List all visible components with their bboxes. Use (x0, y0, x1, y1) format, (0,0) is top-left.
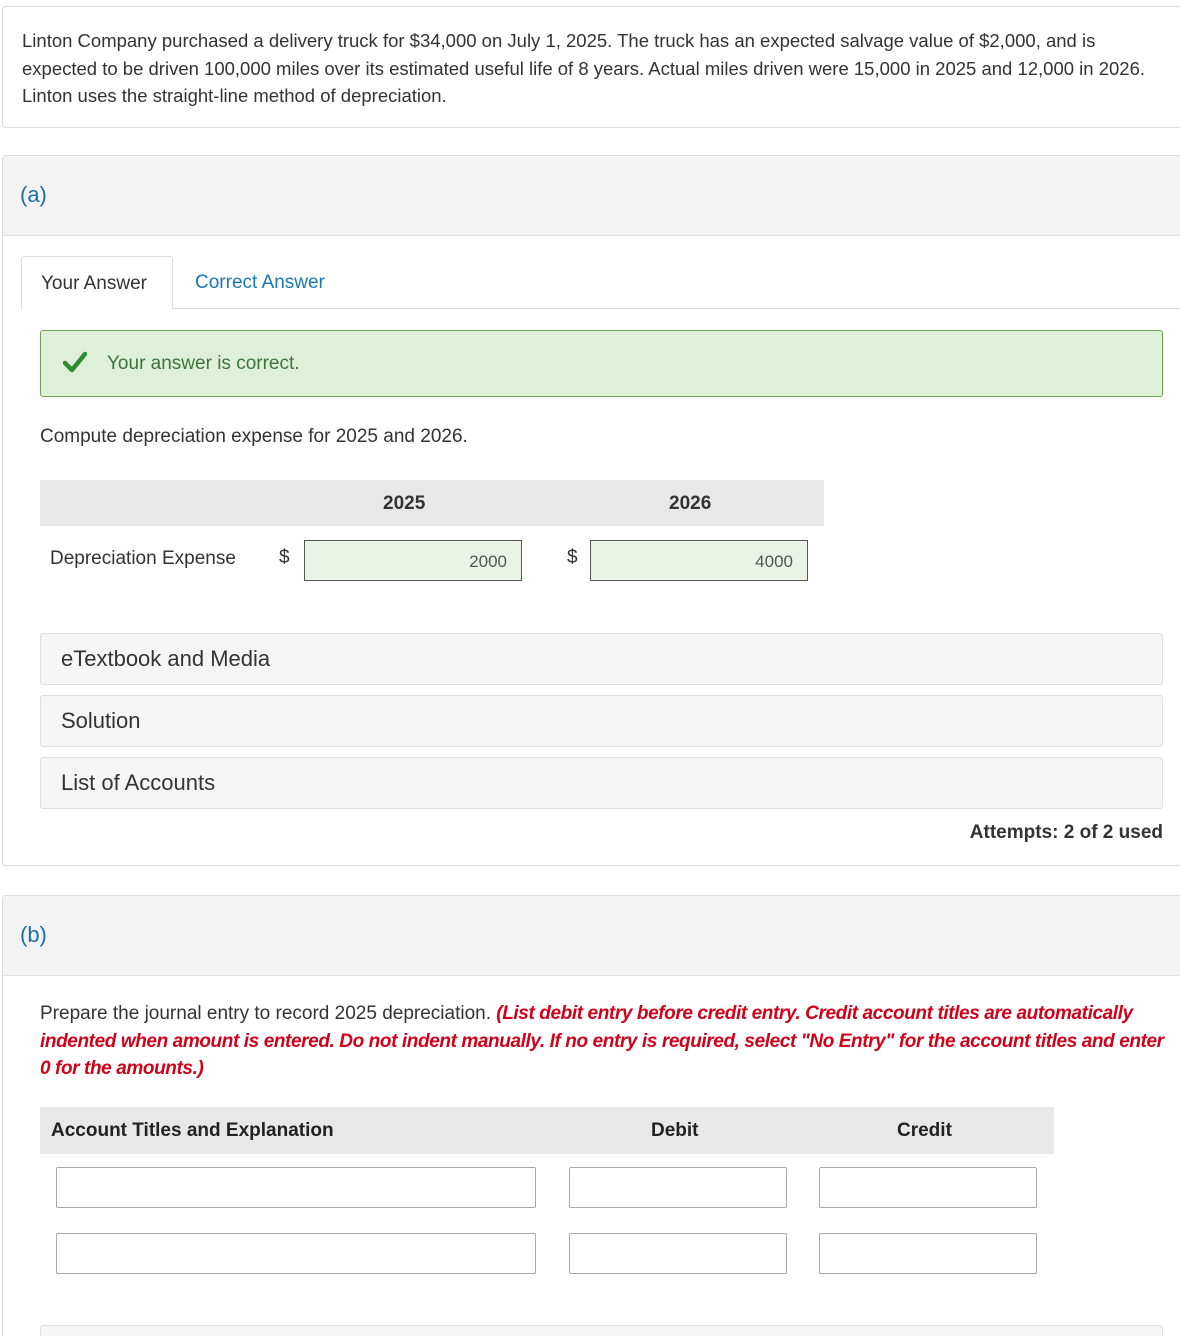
currency-symbol: $ (567, 547, 578, 568)
problem-statement-card (2, 6, 1180, 128)
success-message: Your answer is correct. (107, 353, 300, 374)
part-b-instruction-note: (List debit entry before credit entry. Credit account titles are automatically indented when amount is entered. Do not indent manually. If no entry is required, select "No Entry" for the account titles and enter 0 for the amounts.) (40, 1003, 1164, 1079)
part-a-header (3, 156, 1180, 236)
attempts-counter: Attempts: 2 of 2 used (969, 822, 1163, 843)
part-b-label: (b) (20, 922, 47, 947)
success-banner (40, 330, 1163, 397)
journal-row-2-credit-input[interactable] (819, 1233, 1037, 1274)
column-header-2026: 2026 (669, 493, 712, 514)
journal-row-1-account-input[interactable] (56, 1167, 536, 1208)
answer-tabs (21, 256, 1180, 309)
accordion-solution[interactable]: Solution (40, 695, 1163, 747)
part-a-instruction: Compute depreciation expense for 2025 and 2026. (40, 426, 468, 447)
part-b-instruction-text: Prepare the journal entry to record 2025 depreciation. (40, 1003, 497, 1024)
column-header-2025: 2025 (383, 493, 426, 514)
journal-row-2-debit-input[interactable] (569, 1233, 787, 1274)
journal-row-2-account-input[interactable] (56, 1233, 536, 1274)
tab-correct-answer[interactable]: Correct Answer (195, 272, 325, 293)
problem-text: Linton Company purchased a delivery truck for $34,000 on July 1, 2025. The truck has an expected salvage value of $2,000, and is expected to be driven 100,000 miles over its estimated useful life of 8 years. Actual miles driven were 15,000 in 2025 and 12,000 in 2026. Linton uses the straight-line method of depreciation. (22, 30, 1146, 106)
column-header-credit: Credit (897, 1120, 952, 1141)
checkmark-icon (63, 351, 87, 373)
next-accordion-edge (40, 1325, 1163, 1336)
part-b-instruction (40, 1000, 1170, 1083)
currency-symbol: $ (279, 547, 290, 568)
depreciation-2026-input[interactable]: 4000 (590, 540, 808, 581)
column-header-account-titles: Account Titles and Explanation (51, 1120, 334, 1141)
journal-row-1-credit-input[interactable] (819, 1167, 1037, 1208)
part-b-section (2, 895, 1180, 1336)
depreciation-2025-input[interactable]: 2000 (304, 540, 522, 581)
accordion-etextbook-media[interactable]: eTextbook and Media (40, 633, 1163, 685)
depreciation-expense-label: Depreciation Expense (50, 548, 236, 569)
journal-header-row (40, 1107, 1054, 1154)
journal-row-1-debit-input[interactable] (569, 1167, 787, 1208)
accordion-list-of-accounts[interactable]: List of Accounts (40, 757, 1163, 809)
column-header-debit: Debit (651, 1120, 699, 1141)
part-a-label: (a) (20, 182, 47, 207)
part-a-section (2, 155, 1180, 866)
part-b-header (3, 896, 1180, 976)
tab-your-answer[interactable]: Your Answer (21, 256, 173, 310)
year-header-row (40, 480, 824, 526)
